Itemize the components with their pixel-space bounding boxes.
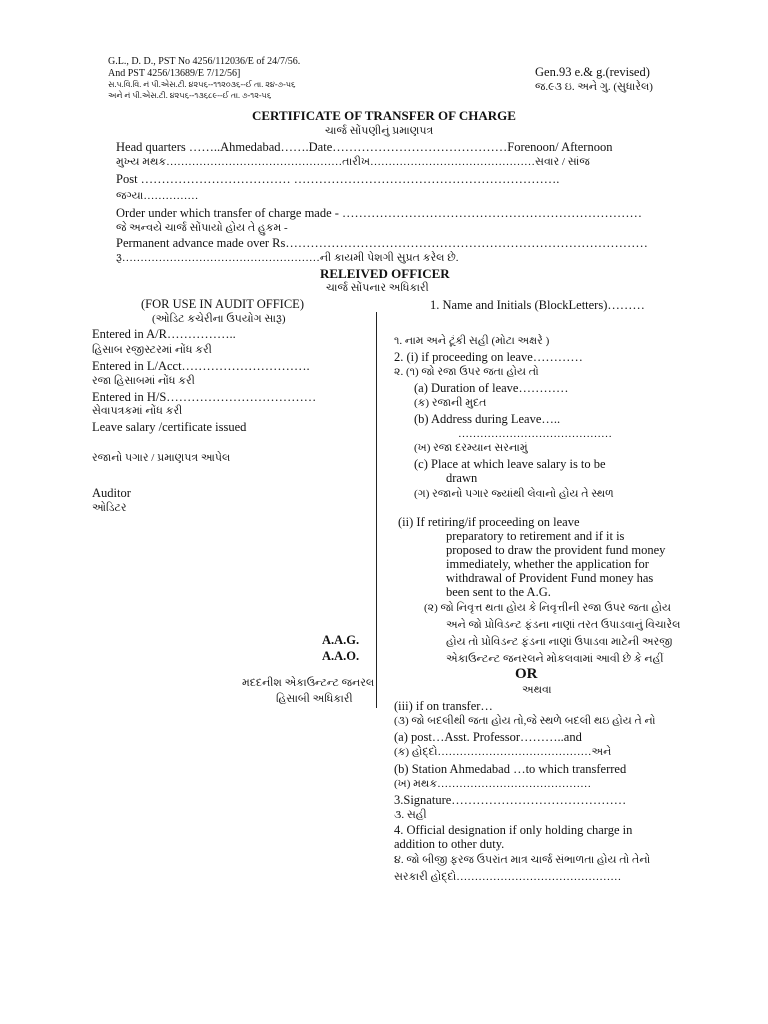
entered-ar-field[interactable]: Entered in A/R…………….. <box>92 327 236 341</box>
retiring-gujarati-4: એકાઉન્ટન્ટ જનરલને મોકલવામાં આવી છે કે નહીં <box>446 653 664 665</box>
transfer-station-gujarati: (ખ) મથક…………………………………… <box>394 778 592 790</box>
entered-ar-gujarati: હિસાબ રજીસ્ટરમાં નોંધ કરી <box>92 344 212 356</box>
retiring-line-1: (ii) If retiring/if proceeding on leave <box>398 515 580 529</box>
auditor-label-gujarati: ઓડિટર <box>92 502 127 514</box>
entered-lacct-gujarati: રજા હિસાબમાં નોંધ કરી <box>92 375 195 387</box>
name-initials-field[interactable]: 1. Name and Initials (BlockLetters)……… <box>430 298 645 312</box>
retiring-line-4: immediately, whether the application for <box>446 557 649 571</box>
order-field-gujarati: જે અન્વયે ચાર્જ સોંપાયો હોય તે હુકમ - <box>116 222 288 234</box>
retiring-gujarati-1: (૨) જો નિવૃત્ત થતા હોય કે નિવૃત્તીની રજા ઉપર જતા હોય <box>424 602 671 614</box>
accounts-officer-gujarati: હિસાબી અધિકારી <box>276 693 353 705</box>
permanent-advance-field-gujarati: રૂ………………………………………………ની કાયમી પેશગી સુપ્રત કરેલ છે. <box>116 252 459 264</box>
permanent-advance-field[interactable]: Permanent advance made over Rs…………………………………………………………………………… <box>116 236 648 250</box>
leave-address-field[interactable]: (b) Address during Leave….. <box>414 412 561 426</box>
leave-address-gujarati: (ખ) રજા દરમ્યાન સરનામું <box>414 442 528 454</box>
leave-salary-certificate-gujarati: રજાનો પગાર / પ્રમાણપત્ર આપેલ <box>92 452 231 464</box>
header-ref-line-4: અને નં પી.એસ.ટી. ૪૨૫૬--૧૩૬૮૯--ઈ તા. ૭-૧૨-૫૬ <box>108 91 272 100</box>
assistant-accountant-general-gujarati: મદદનીશ એકાઉન્ટન્ટ જનરલ <box>242 677 375 689</box>
relieved-officer-heading-gujarati: ચાર્જ સોંપનાર અધિકારી <box>326 282 429 294</box>
retiring-line-3: proposed to draw the provident fund money <box>446 543 666 557</box>
form-number: Gen.93 e.& g.(revised) <box>535 65 650 79</box>
leave-salary-certificate-label: Leave salary /certificate issued <box>92 420 247 434</box>
header-ref-line-3: સ.પ.વિ.વિ. નં પી.એસ.ટી. ૪૨૫૬--૧૧૨૦૩૬--ઈ તા. ૨૪-૭-૫૬ <box>108 80 296 89</box>
page-title-gujarati: ચાર્જ સોંપણીનું પ્રમાણપત્ર <box>325 125 434 137</box>
leave-salary-place-field[interactable]: (c) Place at which leave salary is to be <box>414 457 606 471</box>
retiring-line-2: preparatory to retirement and if it is <box>446 529 625 543</box>
leave-duration-field[interactable]: (a) Duration of leave………… <box>414 381 569 395</box>
leave-address-line[interactable]: …………………………………… <box>458 428 612 440</box>
transfer-post-field[interactable]: (a) post…Asst. Professor………..and <box>394 730 582 744</box>
headquarters-field-gujarati: મુખ્ય મથક…………………………………………તારીખ………………………………………સવાર / સાંજ <box>116 156 590 168</box>
audit-office-heading: (FOR USE IN AUDIT OFFICE) <box>141 297 304 311</box>
leave-salary-place-gujarati: (ગ) રજાનો પગાર જ્યાંથી લેવાનો હોય તે સ્થળ <box>414 488 614 500</box>
relieved-officer-heading: RELEIVED OFFICER <box>320 266 450 281</box>
leave-salary-place-drawn: drawn <box>446 471 478 485</box>
retiring-line-5: withdrawal of Provident Fund money has <box>446 571 654 585</box>
official-designation-label: 4. Official designation if only holding charge in <box>394 823 633 837</box>
header-ref-line-2: And PST 4256/13689/E 7/12/56] <box>108 68 241 79</box>
official-designation-field[interactable]: સરકારી હોદ્દો……………………………………… <box>394 871 622 883</box>
header-ref-line-1: G.L., D. D., PST No 4256/112036/E of 24/7/56. <box>108 56 301 67</box>
leave-duration-gujarati: (ક) રજાની મુદત <box>414 397 487 409</box>
proceeding-on-leave-field[interactable]: 2. (i) if proceeding on leave………… <box>394 350 583 364</box>
form-number-gujarati: જ.૯૩ ઇ. અને ગુ. (સુધારેલ) <box>535 81 653 93</box>
aao-label: A.A.O. <box>322 649 360 663</box>
auditor-label: Auditor <box>92 486 131 500</box>
official-designation-label-2: addition to other duty. <box>394 837 505 851</box>
entered-hs-gujarati: સેવાપત્રકમાં નોંધ કરી <box>92 405 183 417</box>
on-transfer-gujarati: (૩) જો બદલીથી જતા હોય તો,જે સ્થળે બદલી થઇ હોય તે નો <box>394 715 656 727</box>
on-transfer-label: (iii) if on transfer… <box>394 699 493 713</box>
retiring-gujarati-3: હોય તો પ્રોવિડન્ટ ફંડના નાણાં ઉપાડવા માટેની અરજી <box>446 636 673 648</box>
transfer-station-field[interactable]: (b) Station Ahmedabad …to which transferred <box>394 762 627 776</box>
entered-hs-field[interactable]: Entered in H/S……………………………… <box>92 390 317 404</box>
page-title: CERTIFICATE OF TRANSFER OF CHARGE <box>252 108 516 123</box>
proceeding-on-leave-gujarati: ૨. (૧) જો રજા ઉપર જતા હોય તો <box>394 366 539 378</box>
signature-gujarati: ૩. સહી <box>394 809 427 821</box>
or-divider-gujarati: અથવા <box>522 684 552 696</box>
transfer-post-gujarati: (ક) હોદ્દો……………………………………અને <box>394 746 612 758</box>
name-initials-gujarati: ૧. નામ અને ટૂંકી સહી (મોટા અક્ષરે ) <box>394 335 550 347</box>
or-divider: OR <box>515 666 538 682</box>
signature-field[interactable]: 3.Signature…………………………………… <box>394 793 627 807</box>
column-divider <box>376 312 377 708</box>
audit-office-heading-gujarati: (ઓડિટ કચેરીના ઉપયોગ સારૂ) <box>152 313 286 325</box>
order-field[interactable]: Order under which transfer of charge made - ……………………………………………………………… <box>116 206 643 220</box>
post-field[interactable]: Post ……………………………… ………………………………………………………. <box>116 172 560 186</box>
headquarters-field[interactable]: Head quarters ……..Ahmedabad…….Date……………………………………Forenoon/ Afternoon <box>116 140 613 154</box>
retiring-gujarati-2: અને જો પ્રોવિડન્ટ ફંડના નાણાં તરત ઉપાડવાનું વિચારેલ <box>446 619 681 631</box>
entered-lacct-field[interactable]: Entered in L/Acct…………………………. <box>92 359 310 373</box>
retiring-line-6: been sent to the A.G. <box>446 585 551 599</box>
post-field-gujarati: જગ્યા…………… <box>116 190 199 202</box>
official-designation-gujarati: ૪. જો બીજી ફરજ ઉપરાંત માત્ર ચાર્જ સંભાળતા હોય તો તેનો <box>394 854 651 866</box>
aag-label: A.A.G. <box>322 633 360 647</box>
